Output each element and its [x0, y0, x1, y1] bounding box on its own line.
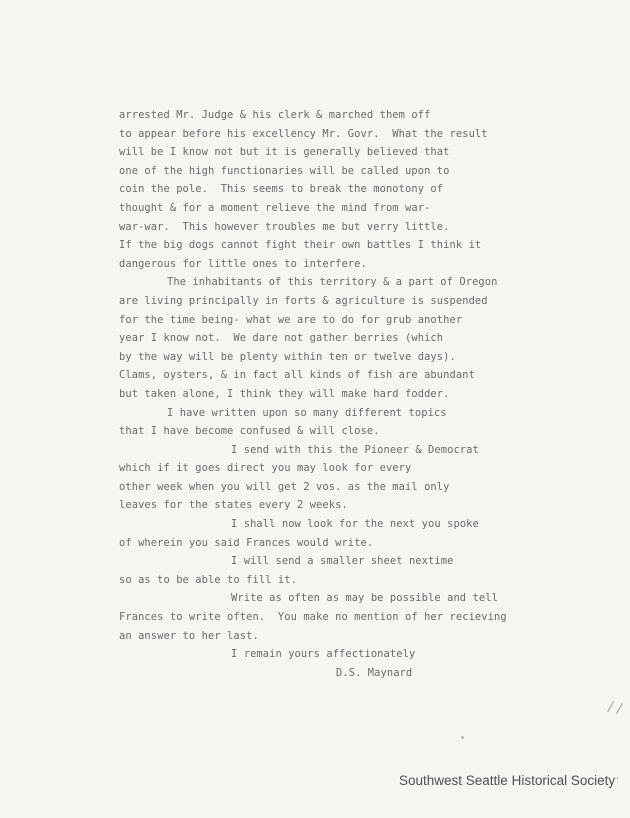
letter-line: Write as often as may be possible and tell — [231, 592, 498, 605]
letter-line: Clams, oysters, & in fact all kinds of fish are abundant — [119, 369, 475, 382]
paper-speck: ' — [616, 776, 619, 787]
letter-line: dangerous for little ones to interfere. — [119, 257, 367, 270]
letter-line: to appear before his excellency Mr. Govr. What the result — [119, 127, 488, 140]
letter-closing: I remain yours affectionately — [231, 648, 416, 661]
letter-line: other week when you will get 2 vos. as the mail only — [119, 480, 450, 493]
letter-line: I will send a smaller sheet nextime — [231, 555, 454, 568]
letter-line: of wherein you said Frances would write. — [119, 536, 374, 549]
letter-line: an answer to her last. — [119, 629, 259, 642]
letter-line: for the time being- what we are to do for grub another — [119, 313, 463, 326]
letter-line: by the way will be plenty within ten or twelve days). — [119, 350, 456, 363]
letter-line: I shall now look for the next you spoke — [231, 518, 479, 531]
letter-line: war-war. This however troubles me but verry little. — [119, 220, 450, 233]
letter-signature: D.S. Maynard — [336, 666, 413, 679]
letter-line: Frances to write often. You make no mention of her recieving — [119, 611, 507, 624]
letter-body — [119, 106, 559, 682]
letter-line: If the big dogs cannot fight their own battles I think it — [119, 239, 482, 252]
letter-line: which if it goes direct you may look for every — [119, 462, 412, 475]
paper-speck — [461, 736, 464, 739]
letter-line: so as to be able to fill it. — [119, 573, 297, 586]
letter-line: arrested Mr. Judge & his clerk & marched them off — [119, 109, 431, 121]
letter-line: coin the pole. This seems to break the monotony of — [119, 183, 444, 196]
letter-line: I send with this the Pioneer & Democrat — [231, 443, 479, 456]
pencil-mark: / / — [606, 698, 624, 718]
letter-line: thought & for a moment relieve the mind from war- — [119, 201, 431, 214]
letter-line: that I have become confused & will close. — [119, 425, 380, 438]
letter-line: The inhabitants of this territory & a part of Oregon — [167, 276, 498, 289]
letter-line: leaves for the states every 2 weeks. — [119, 499, 348, 512]
letter-line: will be I know not but it is generally believed that — [119, 146, 450, 159]
letter-line: year I know not. We dare not gather berries (which — [119, 332, 444, 345]
letter-line: one of the high functionaries will be called upon to — [119, 164, 450, 177]
letter-line: but taken alone, I think they will make hard fodder. — [119, 387, 450, 400]
watermark-text: Southwest Seattle Historical Society — [399, 773, 616, 788]
letter-line: are living principally in forts & agriculture is suspended — [119, 294, 488, 307]
letter-line: I have written upon so many different topics — [167, 406, 447, 419]
